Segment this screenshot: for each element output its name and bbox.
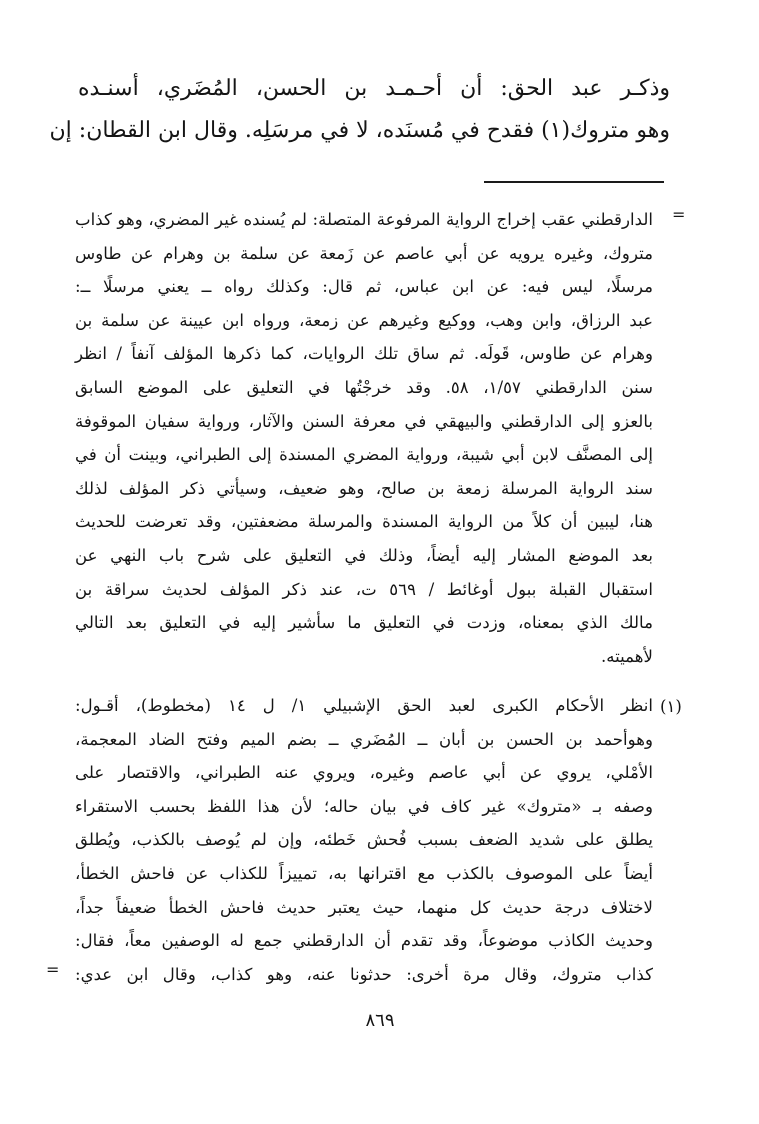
footnote-line: انظر الأحكام الكبرى لعبد الحق الإشبيلي ١/ ل ١٤ (مخطوط)، أقـول: xyxy=(75,696,653,715)
footnote-line: وصفه بـ «متروك» غير كاف في بيان حاله؛ لأن هذا اللفظ بحسب الاستقراء xyxy=(75,796,653,816)
main-text xyxy=(49,68,670,152)
main-text-line: وهو متروك(١) فقدح في مُسنَده، لا في مرسَلِه. وقال ابن القطان: إن xyxy=(49,118,670,143)
footnote-line: أيضاً على الموصوف بالكذب مع اقترانها به، تمييزاً للكذاب عن فاحش الخطأ، xyxy=(75,863,653,883)
footnote-line: الدارقطني عقب إخراج الرواية المرفوعة المتصلة: لم يُسنده غير المضري، وهو كذاب xyxy=(75,210,653,229)
footnote-line: استقبال القبلة ببول أوغائط / ٥٦٩ ت، عند ذكر المؤلف لحديث سراقة بن xyxy=(75,579,653,599)
continued-footnote xyxy=(75,203,653,673)
footnote-line: هنا، ليبين أن كلاً من الرواية المسندة والمرسلة مضعفتين، وقد تعرضت للحديث xyxy=(75,512,653,532)
footnote-line: مرسلًا، ليس فيه: عن ابن عباس، ثم قال: وكذلك رواه ــ يعني مرسلًا ــ: xyxy=(75,277,653,297)
footnote-line: وحديث الكاذب موضوعاً، وقد تقدم أن الدارقطني جمع له الوصفين معاً، فقال: xyxy=(75,931,653,951)
continues-marker: = xyxy=(46,960,60,979)
footnote-line: كذاب متروك، وقال مرة أخرى: حدثونا عنه، وهو كذاب، وقال ابن عدي: xyxy=(75,964,653,984)
footnote-line: يطلق على شديد الضعف بسبب فُحش خَطئه، وإن لم يُوصف بالكذب، ويُطلق xyxy=(75,830,653,850)
footnote-line: متروك، وغيره يرويه عن أبي عاصم عن زَمعة عن سلمة بن وهرام عن طاوس xyxy=(75,243,653,263)
footnote-line: مالك الذي بمعناه، وزدت في التعليق ما سأشير إليه في التعليق بعد التالي xyxy=(75,613,653,633)
footnote-line: بعد الموضع المشار إليه أيضاً، وذلك في التعليق على شرح باب النهي عن xyxy=(75,545,653,565)
page-number: ٨٦٩ xyxy=(365,1010,395,1031)
footnote-separator xyxy=(484,181,664,183)
footnote-1 xyxy=(75,689,653,991)
footnote-line: وهوأحمد بن الحسن بن أبان ــ المُضَري ــ بضم الميم وفتح الضاد المعجمة، xyxy=(75,729,653,749)
footnote-line: سند الرواية المرسلة زمعة بن صالح، وهو ضعيف، وسيأتي ذكر المؤلف لذلك xyxy=(75,478,653,498)
footnote-number: (١) xyxy=(660,697,682,716)
footnote-line: لأهميته. xyxy=(601,646,653,666)
main-text-line: وذكـر عبد الحق: أن أحـمـد بن الحسن، المُضَري، أسنـده xyxy=(78,76,670,101)
continued-note-marker: = xyxy=(672,205,686,224)
footnote-line: عبد الرزاق، وابن وهب، ووكيع وغيرهم عن زمعة، ورواه ابن عيينة عن سلمة بن xyxy=(75,310,653,330)
footnote-line: بالعزو إلى الدارقطني والبيهقي في معرفة السنن والآثار، ورواية سفيان الموقوفة xyxy=(75,411,653,431)
footnote-line: الأمْلي، يروي عن أبي عاصم وغيره، ويروي عنه الطبراني، والاقتصار على xyxy=(75,763,653,783)
footnote-line: لاختلاف درجة حديث كل منهما، حيث يعتبر حديث فاحش الخطأ ضعيفاً جداً، xyxy=(75,897,653,917)
footnote-line: وهرام عن طاوس، قَولَه. ثم ساق تلك الروايات، كما ذكرها المؤلف آنفاً / انظر xyxy=(75,344,653,364)
footnote-line: سنن الدارقطني ١/٥٧، ٥٨. وقد خرجْتُها في التعليق على الموضع السابق xyxy=(75,377,653,397)
footnote-line: إلى المصنَّف لابن أبي شيبة، ورواية المضري المسندة إلى الطبراني، وبينت أن في xyxy=(75,445,653,465)
